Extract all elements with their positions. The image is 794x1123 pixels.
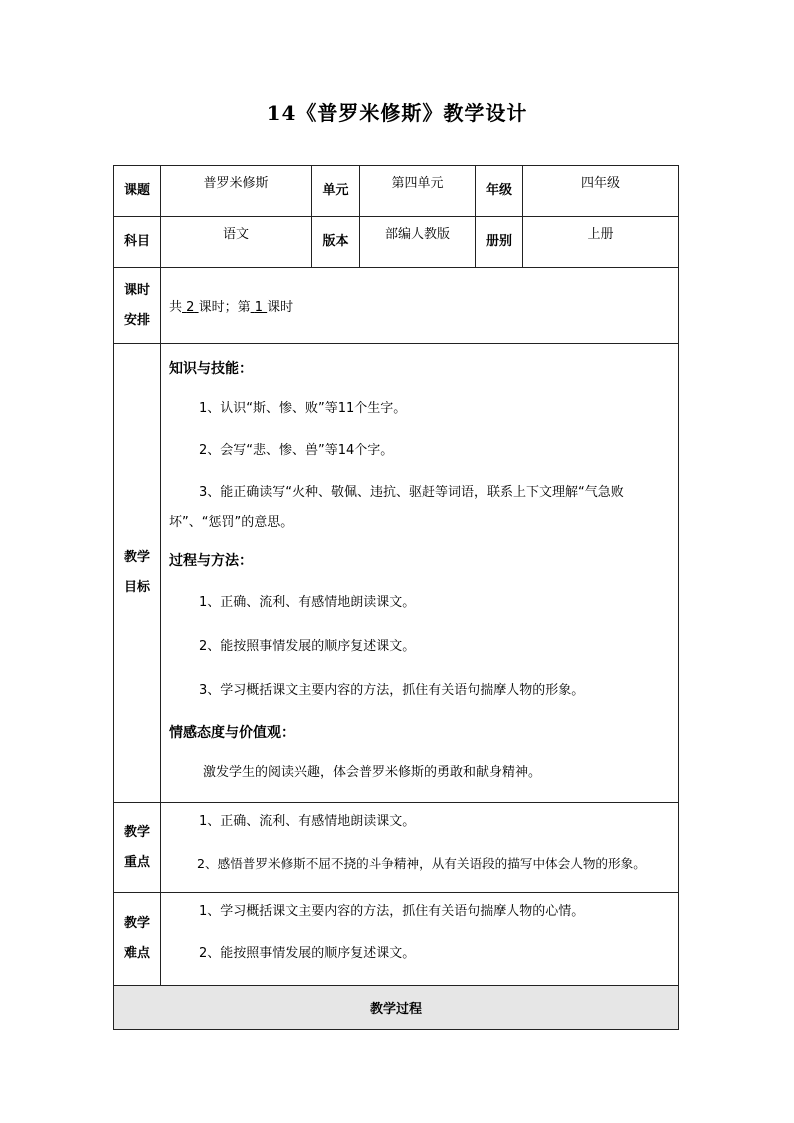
goals-content — [161, 344, 679, 803]
schedule-label-line2: 安排 — [123, 312, 150, 328]
knowledge-item: 1、认识“斯、惨、败”等11个生字。 — [199, 401, 407, 416]
emotion-heading: 情感态度与价值观： — [169, 725, 295, 741]
topic-label: 课题 — [114, 166, 161, 217]
key-point-item: 1、正确、流利、有感情地朗读课文。 — [199, 814, 416, 829]
document-title: 14《普罗米修斯》教学设计 — [266, 101, 528, 125]
goals-label-line2: 目标 — [123, 580, 150, 595]
volume-value: 上册 — [523, 217, 679, 268]
difficulty-item: 2、能按照事情发展的顺序复述课文。 — [199, 946, 416, 961]
table-row-process-header — [114, 986, 679, 1030]
topic-value: 普罗米修斯 — [161, 166, 312, 217]
schedule-suffix: 课时 — [267, 300, 294, 315]
difficulty-item: 1、学习概括课文主要内容的方法，抓住有关语句揣摩人物的心情。 — [199, 904, 585, 919]
edition-value: 部编人教版 — [360, 217, 476, 268]
key-points-label-line2: 重点 — [123, 854, 150, 870]
goals-label — [114, 344, 161, 803]
process-heading: 过程与方法： — [169, 553, 253, 569]
table-row-difficulties — [114, 893, 679, 986]
difficulties-label-line1: 教学 — [123, 916, 150, 931]
process-item: 1、正确、流利、有感情地朗读课文。 — [199, 595, 416, 610]
key-points-label — [114, 803, 161, 893]
process-header: 教学过程 — [114, 986, 679, 1030]
goals-label-line1: 教学 — [123, 550, 150, 565]
schedule-label — [114, 268, 161, 344]
table-row-topic — [114, 166, 679, 217]
schedule-prefix: 共 — [169, 300, 183, 315]
knowledge-heading: 知识与技能： — [169, 361, 253, 377]
schedule-current: 1 — [254, 300, 264, 315]
process-item: 3、学习概括课文主要内容的方法，抓住有关语句揣摩人物的形象。 — [199, 683, 585, 698]
schedule-total: 2 — [186, 300, 195, 315]
table-row-schedule — [114, 268, 679, 344]
emotion-item: 激发学生的阅读兴趣，体会普罗米修斯的勇敢和献身精神。 — [203, 765, 542, 780]
grade-value: 四年级 — [523, 166, 679, 217]
knowledge-item: 3、能正确读写“火种、敬佩、违抗、驱赶等词语，联系上下文理解“气急败坏”、“惩罚”的意思。 — [169, 485, 624, 530]
subject-value: 语文 — [161, 217, 312, 268]
key-points-label-line1: 教学 — [123, 824, 150, 840]
unit-label: 单元 — [312, 166, 360, 217]
table-row-key-points — [114, 803, 679, 893]
key-points-content — [161, 803, 679, 893]
edition-label: 版本 — [312, 217, 360, 268]
unit-value: 第四单元 — [360, 166, 476, 217]
difficulties-label-line2: 难点 — [123, 946, 150, 961]
lesson-plan-table — [113, 165, 679, 1030]
knowledge-item: 2、会写“悲、惨、兽”等14个字。 — [199, 443, 394, 458]
difficulties-label — [114, 893, 161, 986]
schedule-mid: 课时；第 — [198, 300, 251, 315]
grade-label: 年级 — [476, 166, 523, 217]
subject-label: 科目 — [114, 217, 161, 268]
table-row-subject — [114, 217, 679, 268]
difficulties-content — [161, 893, 679, 986]
schedule-value — [161, 268, 679, 344]
table-row-goals — [114, 344, 679, 803]
key-point-item: 2、感悟普罗米修斯不屈不挠的斗争精神，从有关语段的描写中体会人物的形象。 — [197, 856, 646, 871]
schedule-label-line1: 课时 — [123, 282, 150, 298]
volume-label: 册别 — [476, 217, 523, 268]
process-item: 2、能按照事情发展的顺序复述课文。 — [199, 639, 416, 654]
